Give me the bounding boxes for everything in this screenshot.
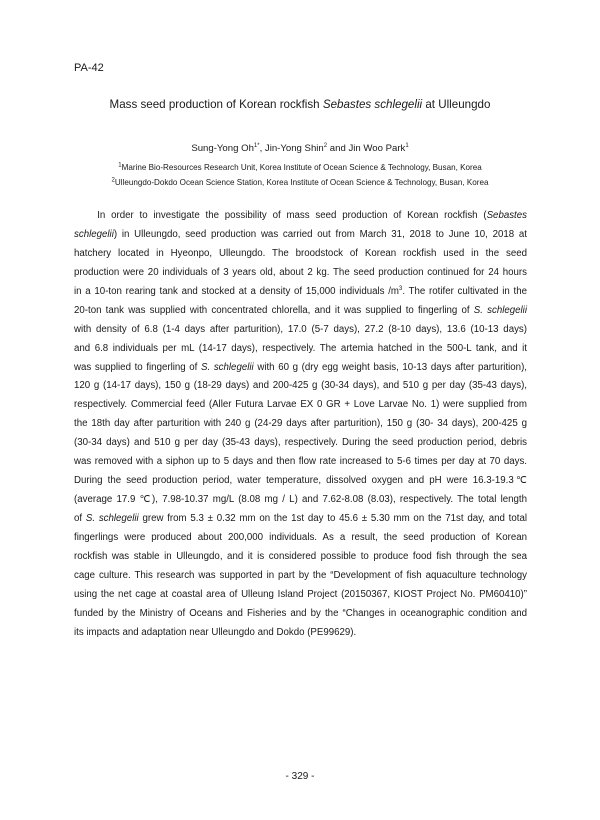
abstract-line: fingerlings were produced about 200,000 individuals. As a result, the seed production of Korean: [74, 531, 527, 543]
species-name: S. schlegelii: [85, 513, 139, 524]
abstract-text: of: [74, 513, 86, 524]
title-suffix: at Ulleungdo: [422, 98, 491, 111]
abstract-text: ) in Ulleungdo, seed production was carried out from March 31, 2018 to June 10, 2018 at: [113, 228, 527, 240]
abstract-line: 120 g (14-17 days), 150 g (18-29 days) and 200-425 g (30-34 days), and 510 g per day (35-43 days),: [74, 380, 527, 392]
abstract-text: In order to investigate the possibility of mass seed production of Korean rockfish (: [74, 210, 487, 221]
abstract-line: was removed with a siphon up to 5 days and then flow rate increased to 5-6 times per day at 70 days.: [74, 456, 527, 468]
species-name: schlegelii: [74, 228, 114, 240]
author-name: and Jin Woo Park: [327, 143, 406, 154]
abstract-line: using the net cage at coastal area of Ulleung Island Project (20150367, KIOST Project No. PM60410)”: [74, 588, 527, 600]
abstract-text: was supplied to fingerling of: [74, 361, 202, 373]
author-affiliation-mark: 1: [405, 142, 409, 149]
abstract-line: [74, 207, 527, 226]
abstract-text: 20-ton tank was supplied with concentrated chlorella, and it was supplied to fingerling of: [74, 304, 474, 316]
abstract-body: [74, 207, 527, 643]
abstract-line: During the seed production period, water temperature, dissolved oxygen and pH were 16.3-19.3℃: [74, 475, 527, 487]
abstract-line: rockfish was stable in Ulleungdo, and it is considered possible to produce food fish through the sea: [74, 550, 527, 562]
abstract-code: PA-42: [74, 62, 104, 74]
abstract-text: with 60 g (dry egg weight basis, 10-13 days after parturition),: [253, 361, 527, 373]
page-number: - 329 -: [285, 771, 315, 782]
abstract-line: with density of 6.8 (1-4 days after parturition), 17.0 (5-7 days), 27.2 (8-10 days), 13.6 (10-13 days): [74, 323, 527, 335]
abstract-line: its impacts and adaptation near Ulleungdo and Dokdo (PE99629).: [74, 626, 357, 638]
title-species: Sebastes schlegelii: [322, 98, 423, 111]
author-name: , Jin-Yong Shin: [259, 143, 324, 154]
abstract-line: hatchery located in Hyeonpo, Ulleungdo. The broodstock of Korean rockfish used in the seed: [74, 247, 527, 259]
species-name: Sebastes: [486, 210, 527, 221]
abstract-text: in a 10-ton rearing tank and stocked at a density of 15,000 individuals /m: [74, 285, 399, 297]
abstract-text: grew from 5.3 ± 0.32 mm on the 1st day to 45.6 ± 5.30 mm on the 71st day, and total: [138, 513, 527, 524]
abstract-line: production were 20 individuals of 3 years old, about 2 kg. The seed production continued for 24 hours: [74, 266, 527, 278]
author-list: [0, 143, 600, 154]
author-affiliation-mark: 1*: [253, 142, 260, 149]
affiliation-text: Ulleungdo-Dokdo Ocean Science Station, Korea Institute of Ocean Science & Technology, Busan, Korea: [114, 178, 489, 187]
abstract-line: [74, 359, 527, 378]
abstract-line: and 6.8 individuals per mL (14-17 days), respectively. The artemia hatched in the 500-L tank, and it: [74, 342, 527, 354]
species-name: S. schlegelii: [473, 304, 527, 316]
abstract-line: (30-34 days) and 510 g per day (35-43 days), respectively. During the seed production period, debris: [74, 437, 527, 449]
abstract-line: funded by the Ministry of Oceans and Fisheries and by the “Changes in oceanographic condition and: [74, 607, 527, 619]
affiliation-text: Marine Bio-Resources Research Unit, Korea Institute of Ocean Science & Technology, Busan, Korea: [121, 163, 482, 172]
paper-title: [0, 98, 600, 111]
affiliation-mark: 2: [111, 177, 115, 184]
abstract-line: (average 17.9 ℃), 7.98-10.37 mg/L (8.08 mg / L) and 7.62-8.08 (8.03), respectively. The total length: [74, 494, 527, 506]
title-prefix: Mass seed production of Korean rockfish: [109, 98, 323, 111]
abstract-line: [74, 302, 527, 321]
author-affiliation-mark: 2: [323, 142, 328, 149]
abstract-line: [74, 226, 527, 245]
abstract-text: . The rotifer cultivated in the: [402, 285, 527, 297]
species-name: S. schlegelii: [201, 361, 254, 373]
abstract-line: respectively. Commercial feed (Aller Futura Larvae EX 0 GR + Love Larvae No. 1) were supplied from: [74, 399, 527, 411]
abstract-line: the 18th day after parturition with 240 g (24-29 days after parturition), 150 g (30- 34 days), 200-425 g: [74, 418, 527, 430]
affiliation-2: [0, 178, 600, 187]
author-name: Sung-Yong Oh: [191, 143, 254, 154]
affiliation-mark: 1: [118, 162, 122, 169]
abstract-line: cage culture. This research was supported in part by the “Development of fish aquaculture technology: [74, 569, 527, 581]
superscript: 3: [399, 285, 403, 292]
affiliation-1: [0, 163, 600, 172]
abstract-line: [74, 283, 527, 302]
abstract-line: [74, 510, 527, 529]
